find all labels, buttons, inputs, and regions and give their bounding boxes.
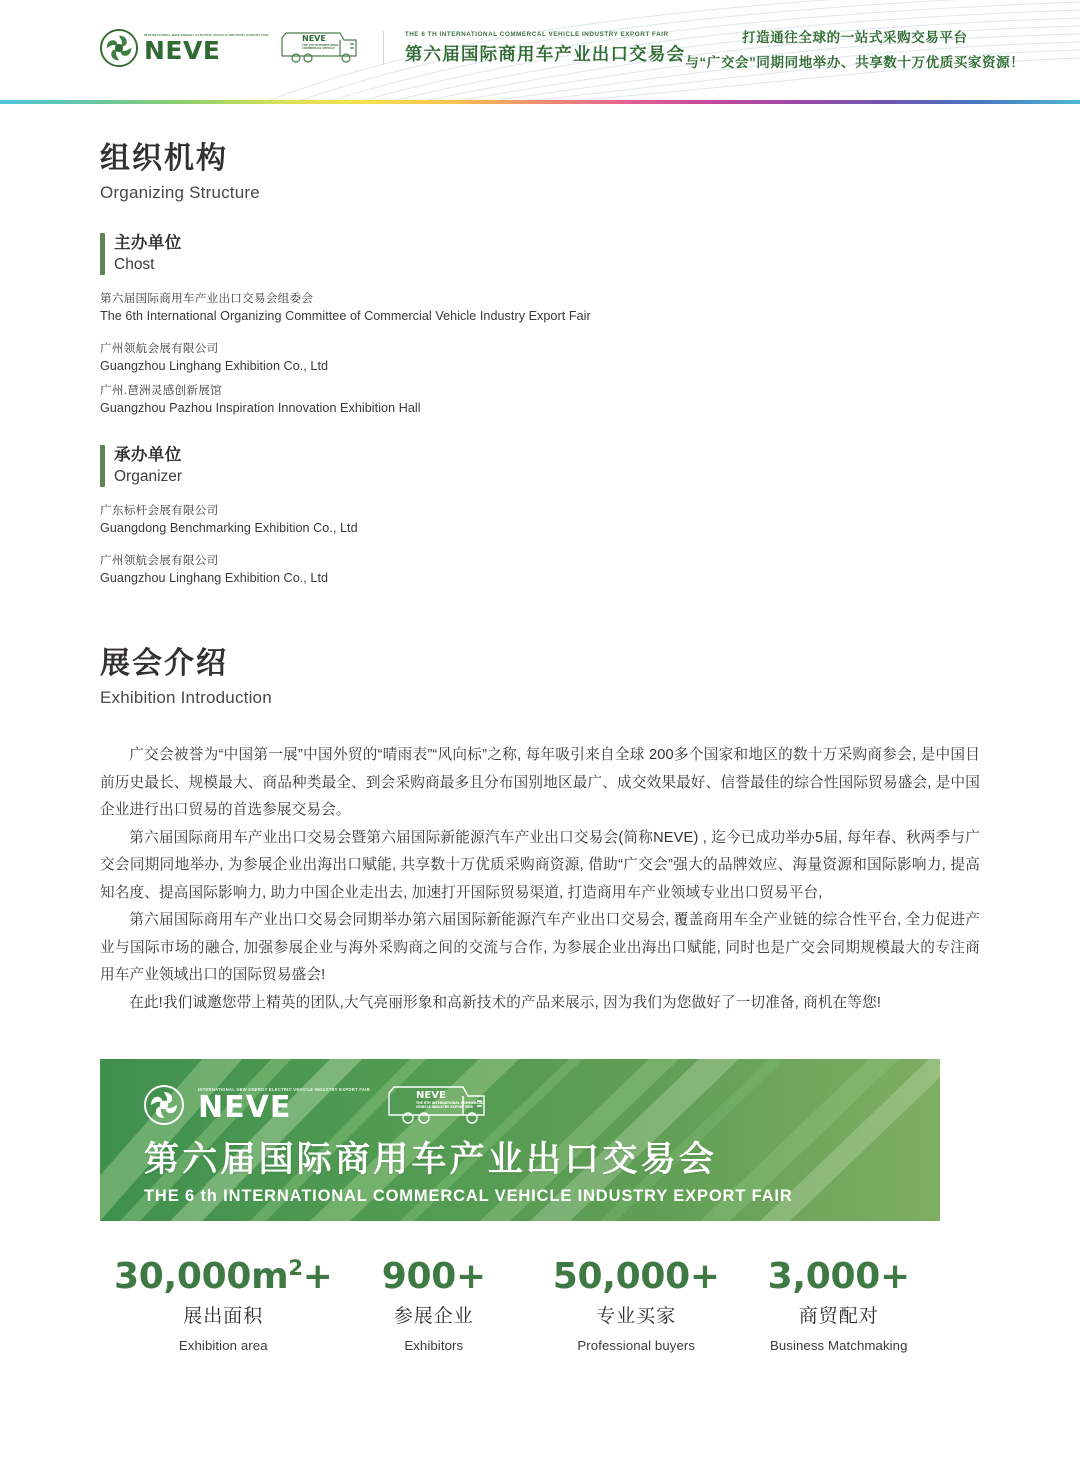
- host-entry: [100, 290, 980, 325]
- organizer-entry-en: Guangzhou Linghang Exhibition Co., Ltd: [100, 571, 329, 585]
- host-entry: [100, 382, 980, 417]
- organizing-title-cn: 组织机构: [100, 142, 228, 175]
- svg-text:NEVE: NEVE: [301, 34, 326, 43]
- host-entry-en: Guangzhou Pazhou Inspiration Innovation Exhibition Hall: [100, 401, 421, 415]
- banner-brand-wordmark: NEVE: [198, 1089, 292, 1125]
- header-logo: [100, 28, 685, 68]
- stat-label-cn: 展出面积: [183, 1306, 264, 1327]
- introduction-title-en: Exhibition Introduction: [100, 688, 272, 707]
- neve-logo-wordmark: NEVE: [144, 36, 221, 66]
- organizing-title-en: Organizing Structure: [100, 183, 260, 202]
- organizing-structure-heading: [100, 140, 980, 205]
- stat-number: 50,000+: [552, 1256, 720, 1297]
- rainbow-divider: [0, 100, 1080, 104]
- header-title-cn: 第六届国际商用车产业出口交易会: [404, 43, 686, 64]
- host-entry: [100, 340, 980, 375]
- page-header: [0, 0, 1080, 104]
- header-divider: [383, 31, 384, 65]
- svg-text:NEVE: NEVE: [415, 1090, 446, 1101]
- host-subheading: [100, 233, 980, 275]
- introduction-paragraph: 广交会被誉为“中国第一展”中国外贸的“晴雨表”“风向标”之称, 每年吸引来自全球 200多个国家和地区的数十万采购商参会, 是中国目前历史最长、规模最大、商品种类最全、到会采购商最多且分布国别地区最广、成交效果最好、信誉最佳的综合性国际贸易盛会, 是中国企业进行出口贸易的首选参展交易会。: [100, 747, 980, 818]
- stat-number: $30,000m^2+$: [114, 1256, 333, 1297]
- organizer-accent-bar: [100, 445, 105, 487]
- stat-number: 900+: [381, 1256, 486, 1297]
- stat-label-cn: 商贸配对: [798, 1306, 879, 1327]
- stat-item: [738, 1255, 940, 1355]
- organizer-label-en: Organizer: [114, 468, 183, 485]
- truck-icon: [278, 28, 362, 68]
- organizer-entry: [100, 552, 980, 587]
- stat-label-en: Professional buyers: [577, 1338, 696, 1353]
- neve-logo-tagline: INTERNATIONAL NEW ENERGY ELECTRIC VEHICLE INDUSTRY EXPORT FAIR: [144, 32, 269, 37]
- introduction-title-cn: 展会介绍: [100, 647, 228, 680]
- organizer-subheading: [100, 445, 980, 487]
- organizer-entry-cn: 广州领航会展有限公司: [100, 554, 219, 567]
- stat-label-en: Exhibitors: [404, 1338, 464, 1353]
- host-entry-cn: 第六届国际商用车产业出口交易会组委会: [100, 292, 314, 305]
- exhibition-introduction-heading: [100, 645, 980, 710]
- stat-item: [333, 1255, 535, 1355]
- svg-text:THE 6TH INTERNATIONAL COMMERCI: THE 6TH INTERNATIONAL COMMERCIAL: [415, 1101, 485, 1105]
- svg-text:COMMERCIAL VEHICLE: COMMERCIAL VEHICLE: [301, 47, 335, 50]
- svg-text:THE 6TH INTERNATIONAL: THE 6TH INTERNATIONAL: [301, 44, 339, 47]
- svg-text:VEHICLE INDUSTRY EXPORT FAIR: VEHICLE INDUSTRY EXPORT FAIR: [415, 1105, 473, 1109]
- introduction-paragraph: 第六届国际商用车产业出口交易会暨第六届国际新能源汽车产业出口交易会(简称NEVE) , 迄今已成功举办5届, 每年春、秋两季与广交会同期同地举办, 为参展企业出海出口赋能, 共享数十万优质采购商资源, 借助“广交会”强大的品牌效应、海量资源和国际影响力, 提高知名度、提高国际影响力, 助力中国企业走出去, 加速打开国际贸易渠道, 打造商用车产业领域专业出口贸易平台,: [100, 829, 980, 901]
- banner-title-en: THE 6 th INTERNATIONAL COMMERCAL VEHICLE INDUSTRY EXPORT FAIR: [144, 1187, 793, 1205]
- banner-logo-row: [144, 1081, 940, 1129]
- header-title-en: THE 6 TH INTERNATIONAL COMMERCAL VEHICLE INDUSTRY EXPORT FAIR: [404, 30, 669, 38]
- organizer-entry: [100, 502, 980, 537]
- banner-truck-icon: [384, 1081, 494, 1129]
- host-label-en: Chost: [114, 256, 155, 273]
- host-accent-bar: [100, 233, 105, 275]
- stat-number: 3,000+: [767, 1256, 910, 1297]
- event-banner: [100, 1059, 940, 1221]
- statistics-row: [100, 1255, 940, 1355]
- organizer-label-cn: 承办单位: [114, 446, 182, 464]
- introduction-paragraphs: [100, 742, 980, 1017]
- banner-title-cn: 第六届国际商用车产业出口交易会: [144, 1140, 718, 1179]
- header-slogan-line-1: 打造通往全球的一站式采购交易平台: [742, 29, 968, 45]
- header-slogan: [685, 26, 1052, 71]
- banner-brand-tagline: INTERNATIONAL NEW ENERGY ELECTRIC VEHICLE INDUSTRY EXPORT FAIR: [198, 1087, 370, 1093]
- page-content: [0, 140, 1080, 1355]
- banner-swirl-emblem-icon: [144, 1085, 184, 1125]
- host-entry-cn: 广州领航会展有限公司: [100, 342, 219, 355]
- host-entry-en: Guangzhou Linghang Exhibition Co., Ltd: [100, 359, 329, 373]
- stat-label-cn: 专业买家: [596, 1306, 677, 1327]
- stat-item: [535, 1255, 737, 1355]
- stat-label-en: Business Matchmaking: [769, 1338, 908, 1353]
- organizer-entry-en: Guangdong Benchmarking Exhibition Co., Ltd: [100, 521, 358, 535]
- introduction-paragraph: 在此!我们诚邀您带上精英的团队,大气亮丽形象和高新技术的产品来展示, 因为我们为您做好了一切准备, 商机在等您!: [129, 994, 882, 1011]
- organizer-entry-cn: 广东标杆会展有限公司: [100, 504, 219, 517]
- stat-label-cn: 参展企业: [393, 1306, 474, 1327]
- swirl-emblem-icon: [100, 29, 138, 67]
- neve-logo-mark: [100, 29, 269, 67]
- stat-label-en: Exhibition area: [178, 1338, 268, 1353]
- stat-item: [114, 1255, 333, 1355]
- header-slogan-line-2: 与“广交会”同期同地举办、共享数十万优质买家资源！: [685, 54, 1025, 70]
- host-entry-cn: 广州.琶洲灵感创新展馆: [100, 384, 222, 397]
- host-entry-en: The 6th International Organizing Committee of Commercial Vehicle Industry Export Fair: [100, 309, 591, 323]
- host-label-cn: 主办单位: [114, 234, 182, 252]
- introduction-paragraph: 第六届国际商用车产业出口交易会同期举办第六届国际新能源汽车产业出口交易会, 覆盖商用车全产业链的综合性平台, 全力促进产业与国际市场的融合, 加强参展企业与海外采购商之间的交流与合作, 为参展企业出海出口赋能, 同时也是广交会同期规模最大的专注商用车产业领域出口的国际贸易盛会!: [100, 912, 980, 983]
